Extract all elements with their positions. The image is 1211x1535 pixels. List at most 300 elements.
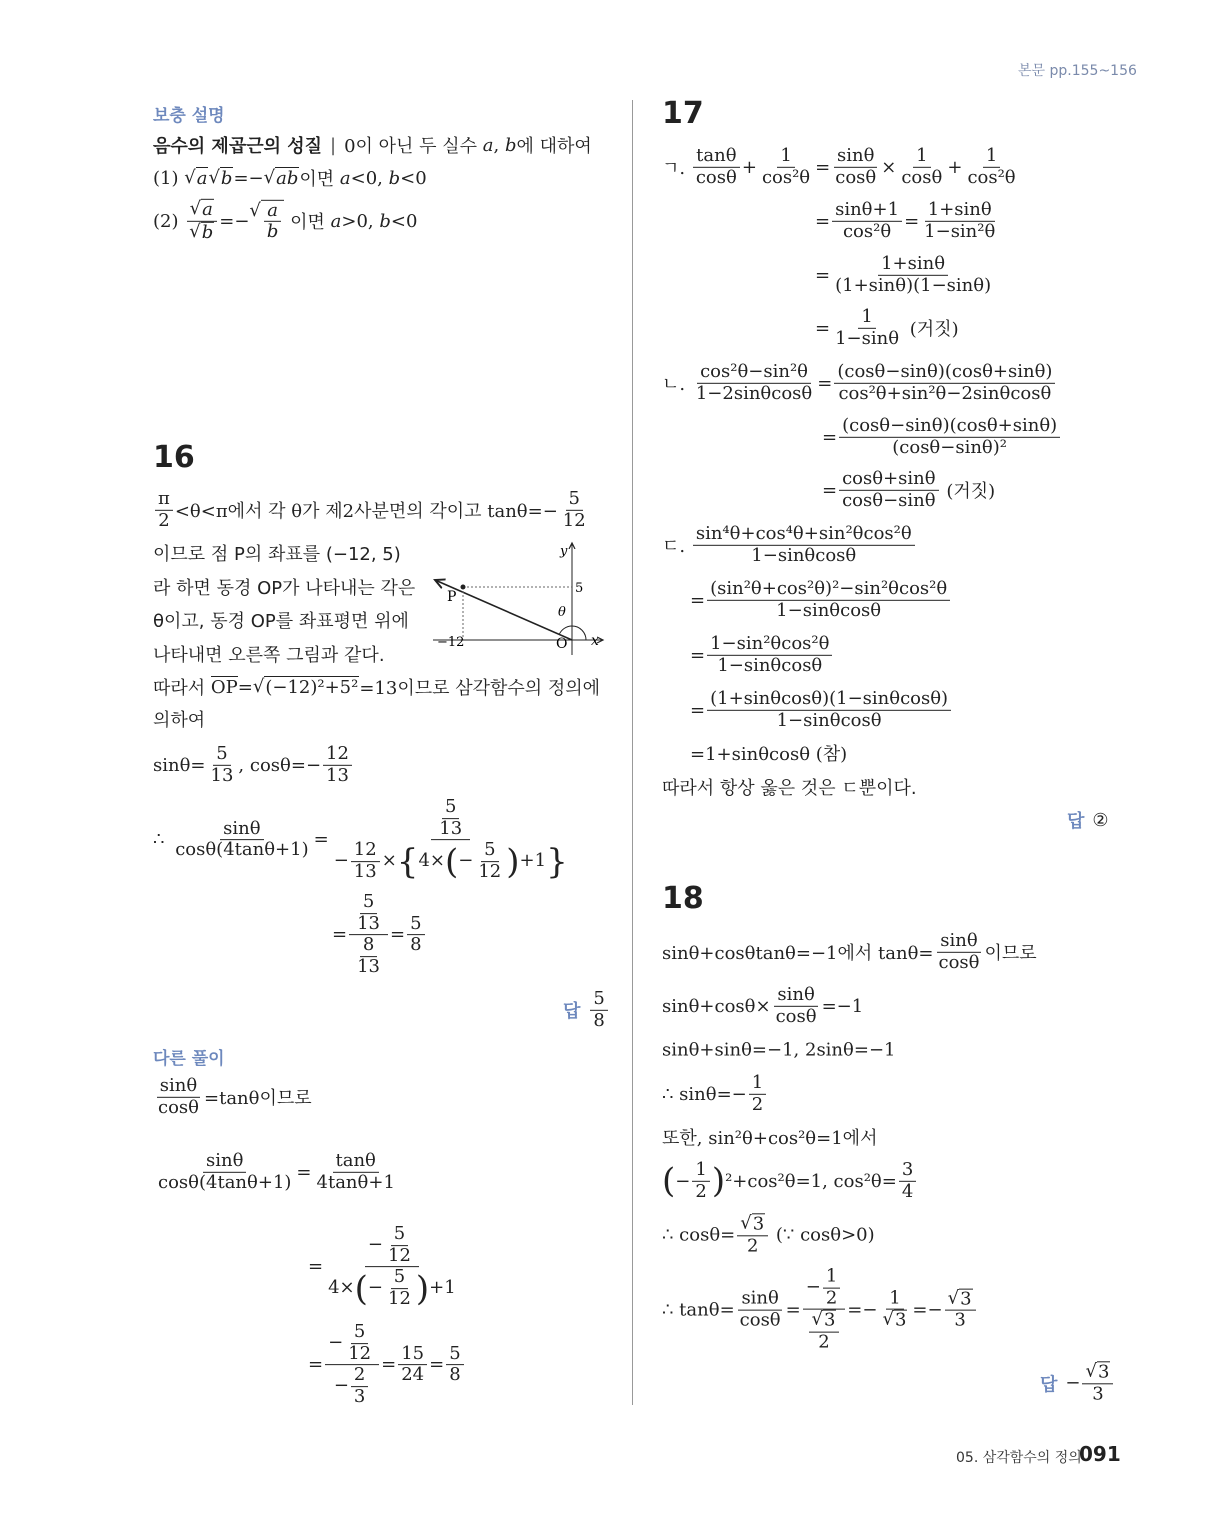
denominator xyxy=(804,1310,845,1353)
math-line xyxy=(662,985,863,1027)
square-root xyxy=(190,199,214,221)
math-text: sinθ+cosθ× xyxy=(662,995,771,1017)
denominator xyxy=(155,1098,202,1119)
math-text: cosθ xyxy=(158,1096,199,1118)
math-text: 2 xyxy=(695,1180,707,1202)
fraction xyxy=(264,200,282,242)
math-text: cosθ xyxy=(901,166,943,188)
math-text: (1) xyxy=(153,167,185,189)
math-text: 1−sin²θcos²θ xyxy=(710,632,830,654)
tick-minus12: −12 xyxy=(437,635,465,650)
math-text: + xyxy=(947,156,963,178)
math-text: cosθ xyxy=(775,1005,817,1027)
denominator xyxy=(446,1366,463,1387)
math-text: 1 xyxy=(916,144,928,166)
numerator xyxy=(431,797,470,840)
math-text: = xyxy=(390,924,406,946)
square-root xyxy=(812,1310,837,1332)
numerator xyxy=(157,1076,200,1098)
denominator xyxy=(774,711,885,732)
math-text: 24 xyxy=(401,1364,425,1386)
radicand xyxy=(894,1310,907,1332)
math-text: 12 xyxy=(326,742,349,764)
denominator xyxy=(737,1311,784,1332)
math-text: 1−sinθcosθ xyxy=(776,709,882,731)
numerator xyxy=(203,1151,246,1173)
denominator xyxy=(935,953,982,974)
math-text: π xyxy=(158,487,170,509)
point-p xyxy=(461,585,466,590)
math-text: − xyxy=(328,1331,344,1353)
denominator xyxy=(351,1387,368,1408)
math-text: sinθ+1 xyxy=(835,198,900,220)
math-text: 라 하면 동경 OP가 나타내는 각은 xyxy=(153,578,416,599)
denominator xyxy=(693,384,815,405)
math-text: 이면 xyxy=(299,169,340,190)
numerator xyxy=(832,200,902,222)
square-root xyxy=(948,1288,973,1310)
fraction xyxy=(832,146,879,188)
math-line xyxy=(822,416,1062,458)
math-text: = xyxy=(296,1161,312,1183)
denominator xyxy=(351,862,380,883)
fraction xyxy=(898,146,945,188)
math-text: = xyxy=(308,1256,324,1278)
numerator xyxy=(945,1288,976,1311)
variable: a xyxy=(267,199,279,221)
math-text: (cosθ−sinθ)² xyxy=(892,436,1008,458)
variable: a xyxy=(202,198,213,220)
math-line xyxy=(662,1160,918,1202)
math-text: 13 xyxy=(353,861,377,883)
fraction xyxy=(823,1267,840,1309)
math-line xyxy=(153,540,401,566)
page-reference: 본문 pp.155~156 xyxy=(1018,63,1137,79)
math-line xyxy=(308,1224,461,1310)
fraction xyxy=(809,1310,840,1353)
math-text: 3 xyxy=(752,1213,765,1235)
math-text: 12 xyxy=(388,1288,411,1310)
fraction xyxy=(385,1224,414,1266)
denominator xyxy=(714,656,825,677)
math-text: 5 xyxy=(444,796,457,818)
numerator xyxy=(839,416,1060,438)
numerator xyxy=(187,199,217,222)
answer-value xyxy=(1065,1361,1115,1404)
math-text: =−1 xyxy=(821,995,864,1017)
fraction xyxy=(773,985,820,1027)
math-text: cosθ+sinθ xyxy=(842,467,936,489)
math-line xyxy=(662,1124,877,1150)
denominator xyxy=(744,1236,761,1257)
denominator xyxy=(835,384,1054,405)
math-text: 2 xyxy=(751,1093,764,1115)
fraction xyxy=(707,689,951,731)
denominator xyxy=(354,957,383,978)
math-text: cosθ xyxy=(695,166,737,188)
numerator xyxy=(360,936,377,958)
math-line xyxy=(153,706,205,732)
radicand xyxy=(1097,1361,1110,1383)
problem-number-17: 17 xyxy=(662,96,704,131)
math-text: 12 xyxy=(348,1342,372,1364)
math-line xyxy=(153,165,427,191)
property-title: 음수의 제곱근의 성질 xyxy=(153,136,323,157)
math-line xyxy=(662,1073,768,1115)
numerator xyxy=(707,634,832,656)
denominator xyxy=(692,1182,709,1203)
numerator xyxy=(983,146,1000,168)
numerator xyxy=(351,841,380,863)
math-text: <θ<π에서 각 θ가 제2사분면의 각이고 tanθ=− xyxy=(174,501,558,522)
math-text: 12 xyxy=(478,861,502,883)
alt-solution-title: 다른 풀이 xyxy=(153,1049,225,1069)
fraction xyxy=(354,936,383,978)
math-text: ∴ tanθ= xyxy=(662,1299,735,1321)
math-line xyxy=(153,489,591,531)
math-text: 8 xyxy=(362,934,375,956)
denominator xyxy=(759,168,813,189)
radical-sign-icon: √ xyxy=(1085,1360,1097,1382)
variable: b xyxy=(201,221,214,243)
numerator xyxy=(707,689,951,711)
numerator xyxy=(391,1224,408,1246)
math-text: 2 xyxy=(353,1364,366,1386)
math-text: (거짓) xyxy=(940,481,996,502)
denominator xyxy=(1089,1384,1106,1405)
fraction xyxy=(693,524,915,566)
fraction xyxy=(839,469,939,511)
fraction xyxy=(834,362,1055,404)
fraction xyxy=(325,1224,459,1310)
math-text: =13이므로 삼각함수의 정의에 xyxy=(359,678,601,699)
denominator xyxy=(951,1311,968,1332)
math-text: 5 xyxy=(568,487,580,509)
square-root xyxy=(249,199,284,242)
math-text: = xyxy=(815,156,831,178)
numerator xyxy=(878,254,948,276)
square-root xyxy=(1085,1361,1110,1383)
math-text: tanθ xyxy=(696,144,737,166)
math-text: sinθ xyxy=(159,1074,198,1096)
math-line xyxy=(344,132,592,158)
fraction xyxy=(351,1366,368,1408)
fraction xyxy=(945,1288,976,1331)
math-text: =tanθ이므로 xyxy=(204,1088,312,1109)
radical-sign-icon: √ xyxy=(947,1287,960,1309)
radical-sign-icon: √ xyxy=(252,676,265,697)
math-text: 1−sinθcosθ xyxy=(776,599,882,621)
math-text: 5 xyxy=(393,1223,406,1245)
math-text: = xyxy=(332,924,348,946)
math-text: 4× xyxy=(418,850,445,872)
denominator xyxy=(407,936,424,957)
math-text: 3 xyxy=(960,1288,972,1310)
origin-label: O xyxy=(556,636,568,652)
bracket: ) xyxy=(415,1268,430,1309)
radicand xyxy=(752,1213,765,1235)
fraction xyxy=(935,931,982,973)
math-line xyxy=(153,607,409,633)
fraction xyxy=(155,489,173,531)
variable: a xyxy=(482,134,494,156)
fraction xyxy=(407,914,424,956)
math-text: 1 xyxy=(985,144,998,166)
fraction xyxy=(351,841,380,883)
math-text: 3 xyxy=(1092,1383,1104,1404)
fraction xyxy=(693,146,740,188)
radicand xyxy=(823,1310,836,1332)
math-line xyxy=(815,307,959,349)
math-text: (거짓) xyxy=(904,319,959,340)
numerator xyxy=(749,1073,766,1095)
math-text: =− xyxy=(233,167,264,189)
math-text: θ이고, 동경 OP를 좌표평면 위에 xyxy=(153,611,409,632)
fraction xyxy=(692,1160,709,1202)
bracket: ) xyxy=(506,841,520,882)
fraction xyxy=(446,1344,463,1386)
math-text: =− xyxy=(847,1299,878,1321)
square-root xyxy=(184,167,208,189)
math-line xyxy=(662,931,1037,973)
numerator xyxy=(360,892,377,914)
math-text: 이면 xyxy=(284,212,331,233)
fraction xyxy=(737,1213,768,1256)
square-root xyxy=(264,167,300,189)
fraction xyxy=(964,146,1018,188)
fraction xyxy=(590,989,607,1031)
math-text: 3 xyxy=(894,1310,907,1331)
numerator xyxy=(692,1160,709,1182)
math-text: ∴ sinθ=− xyxy=(662,1083,747,1105)
fraction xyxy=(208,744,237,786)
numerator xyxy=(442,797,459,819)
math-text: 15 xyxy=(401,1342,425,1364)
math-text: ∴ xyxy=(153,829,171,851)
math-text: 2 xyxy=(825,1287,838,1309)
math-text: sinθ= xyxy=(153,754,206,776)
numerator xyxy=(707,579,950,601)
math-line xyxy=(662,774,917,800)
math-text: 1 xyxy=(889,1287,901,1309)
numerator xyxy=(834,362,1055,384)
fraction xyxy=(803,1267,846,1354)
denominator xyxy=(155,511,172,532)
math-text: 3 xyxy=(824,1310,836,1331)
denominator xyxy=(208,766,237,787)
fraction xyxy=(832,254,994,296)
answer-label: 답 xyxy=(563,1001,581,1022)
math-text: = xyxy=(785,1299,801,1321)
math-line xyxy=(662,1213,875,1256)
math-text: 1 xyxy=(695,1158,707,1180)
math-line xyxy=(153,199,417,243)
numerator xyxy=(913,146,930,168)
numerator xyxy=(858,307,875,329)
denominator xyxy=(749,1095,766,1116)
math-text: 5 xyxy=(484,839,496,861)
math-text: 2 xyxy=(818,1331,830,1353)
math-text: ㄴ. xyxy=(662,374,691,395)
variable: b xyxy=(220,168,233,189)
numerator xyxy=(839,469,939,491)
math-text: (cosθ−sinθ)(cosθ+sinθ) xyxy=(837,360,1053,382)
denominator xyxy=(264,222,282,243)
math-text: = xyxy=(690,589,706,611)
math-text: sin⁴θ+cos⁴θ+sin²θcos²θ xyxy=(695,522,912,544)
math-text: cos²θ xyxy=(842,220,892,242)
math-text: cos²θ xyxy=(761,166,811,188)
math-text: 1−sinθcosθ xyxy=(717,654,823,676)
overline-segment: OP xyxy=(210,677,238,698)
variable: a xyxy=(339,167,351,189)
denominator xyxy=(172,841,311,862)
numerator xyxy=(351,1366,368,1388)
math-text: =− xyxy=(219,210,250,232)
radicand xyxy=(220,167,234,189)
math-text: sinθ xyxy=(837,144,875,166)
math-text: − xyxy=(333,850,349,872)
math-text: = xyxy=(313,829,329,851)
math-text: 따라서 항상 옳은 것은 ㄷ뿐이다. xyxy=(662,778,917,799)
numerator xyxy=(398,1344,427,1366)
numerator xyxy=(349,892,388,935)
numerator xyxy=(803,1267,846,1310)
answer-label: 답 xyxy=(1040,1374,1058,1395)
math-text: 1−sin²θ xyxy=(924,220,996,242)
radicand xyxy=(201,222,215,244)
math-text: sinθ xyxy=(940,929,978,951)
math-line xyxy=(662,146,1021,188)
answer-value xyxy=(1092,810,1108,831)
math-text: − xyxy=(333,1375,349,1397)
math-text: − xyxy=(458,850,474,872)
numerator xyxy=(925,200,995,222)
math-text: 2 xyxy=(746,1235,759,1256)
answer-label: 답 xyxy=(1067,811,1085,832)
math-text: − xyxy=(1065,1372,1081,1394)
y-label: y xyxy=(560,544,568,559)
math-line xyxy=(815,254,996,296)
numerator xyxy=(809,1310,840,1333)
math-text: = xyxy=(815,317,831,339)
math-text: tanθ xyxy=(335,1149,376,1171)
fraction xyxy=(759,146,813,188)
math-line xyxy=(662,1040,895,1061)
bracket: ( xyxy=(354,1268,368,1309)
math-line xyxy=(153,1151,400,1193)
math-line xyxy=(815,200,1000,242)
math-text: 1−sinθ xyxy=(835,327,900,349)
radicand xyxy=(264,676,359,698)
math-text: sinθ xyxy=(223,817,261,839)
math-text: 5 xyxy=(449,1342,461,1364)
math-text: = xyxy=(429,1354,445,1376)
denominator xyxy=(560,511,589,532)
math-line xyxy=(153,797,573,883)
bracket: ) xyxy=(711,1161,726,1201)
math-text: 5 xyxy=(216,742,228,764)
fraction xyxy=(475,841,504,883)
math-text: = xyxy=(817,372,833,394)
math-text: ② xyxy=(1092,809,1109,831)
denominator xyxy=(590,1011,607,1032)
numerator xyxy=(481,841,498,863)
denominator xyxy=(325,1268,459,1310)
denominator xyxy=(823,1288,840,1309)
math-text: (1+sinθ)(1−sinθ) xyxy=(835,274,992,296)
math-line xyxy=(153,744,354,786)
fraction xyxy=(323,744,352,786)
denominator xyxy=(345,1344,374,1365)
math-text: sinθ+sinθ=−1, 2sinθ=−1 xyxy=(662,1039,896,1061)
denominator xyxy=(385,1246,414,1267)
math-text: 1 xyxy=(751,1071,764,1093)
numerator xyxy=(446,1344,463,1366)
numerator xyxy=(323,744,352,766)
math-text: = xyxy=(815,264,831,286)
bracket: ( xyxy=(662,1161,676,1201)
square-root xyxy=(208,167,233,189)
denominator xyxy=(879,1310,910,1332)
math-text: 따라서 xyxy=(153,678,211,699)
denominator xyxy=(186,222,217,244)
math-text: 12 xyxy=(562,509,586,531)
math-line xyxy=(308,1322,466,1408)
denominator xyxy=(475,862,504,883)
numerator xyxy=(220,819,263,841)
numerator xyxy=(213,744,230,766)
bracket: } xyxy=(546,841,568,882)
math-text: 1+sinθ xyxy=(881,252,946,274)
denominator xyxy=(899,1182,916,1203)
variable: a xyxy=(330,210,342,232)
fraction xyxy=(832,200,902,242)
math-text: − xyxy=(805,1276,821,1298)
theta-label: θ xyxy=(558,605,566,620)
math-text: cosθ(4tanθ+1) xyxy=(175,839,309,861)
fraction xyxy=(560,489,589,531)
x-label: x xyxy=(591,633,599,649)
denominator xyxy=(436,819,465,840)
math-text: sinθ xyxy=(205,1149,244,1171)
math-text: 4× xyxy=(328,1277,355,1299)
math-text: (2) xyxy=(153,210,185,232)
math-text: 4 xyxy=(901,1180,914,1202)
math-text: ∴ cosθ= xyxy=(662,1224,736,1246)
fraction xyxy=(385,1268,414,1310)
math-line xyxy=(690,689,953,731)
variable: b xyxy=(379,210,391,232)
math-text: cos²θ−sin²θ xyxy=(700,360,809,382)
denominator xyxy=(815,1333,832,1354)
answer-17 xyxy=(1067,807,1109,833)
fraction xyxy=(436,797,465,839)
fraction xyxy=(749,1073,766,1115)
math-text: sinθ xyxy=(741,1287,779,1309)
math-text: =− xyxy=(912,1299,943,1321)
radical-sign-icon: √ xyxy=(263,167,276,188)
variable: b xyxy=(266,221,279,242)
math-line xyxy=(662,1267,978,1354)
math-text: 이므로 점 P의 좌표를 (−12, 5) xyxy=(153,544,401,565)
radical-sign-icon: √ xyxy=(740,1212,752,1234)
fraction xyxy=(172,819,311,861)
fraction xyxy=(899,1160,916,1202)
numerator xyxy=(264,200,281,222)
math-text: 나타내면 오른쪽 그림과 같다. xyxy=(153,645,385,666)
numerator xyxy=(937,931,980,953)
